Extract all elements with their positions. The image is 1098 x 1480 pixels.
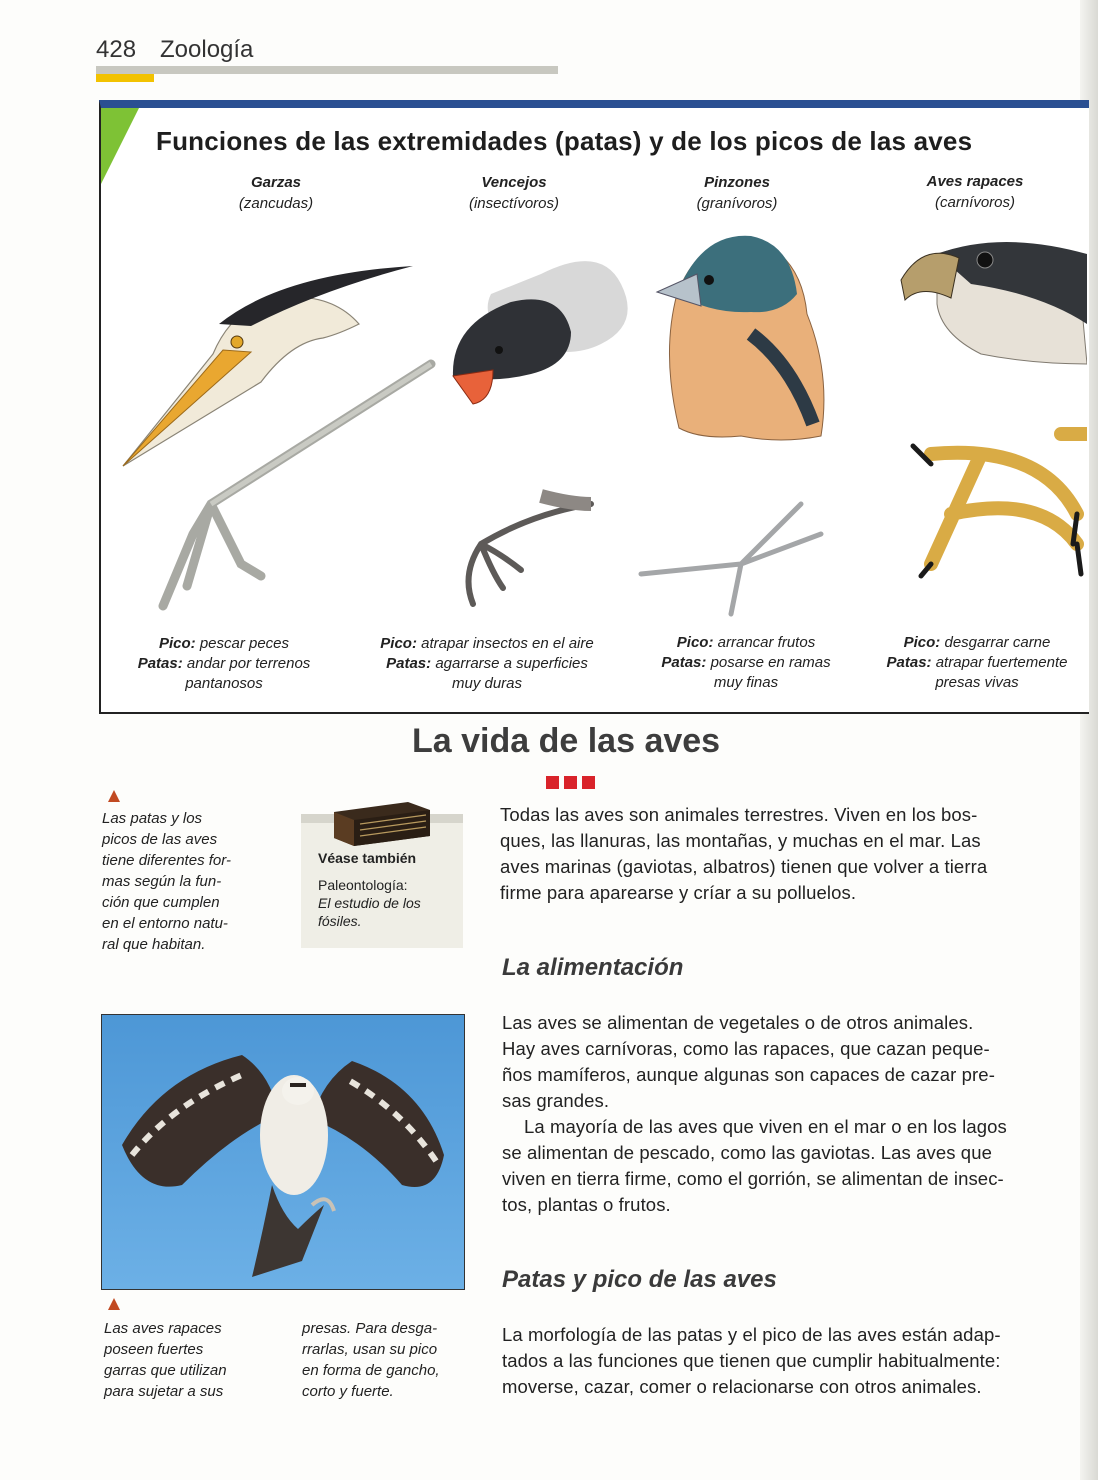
caption-marker-icon <box>108 790 120 802</box>
book-icon <box>330 798 434 848</box>
caption-top: Las patas y los picos de las aves tiene diferentes for- mas según la fun- ción que cumplen en el entorno natu- ral que habitan. <box>102 810 231 953</box>
bird-illustrations <box>101 214 1087 626</box>
column-name-rapaces: Aves rapaces <box>926 173 1024 190</box>
osprey-photo <box>101 1014 465 1290</box>
section-title: La vida de las aves <box>412 722 721 760</box>
column-subtitle-vencejos: (insectívoros) <box>468 195 560 212</box>
see-also-link-title-end[interactable]: fósiles. <box>318 913 362 929</box>
finch-description: Pico: arrancar frutos Patas: posarse en ramas muy finas <box>661 634 831 691</box>
raptor-description: Pico: desgarrar carne Patas: atrapar fuertemente presas vivas <box>886 634 1068 691</box>
swift-description: Pico: atrapar insectos en el aire Patas: agarrarse a superficies muy duras <box>380 635 594 692</box>
subheading-patas-pico: Patas y pico de las aves <box>502 1266 777 1293</box>
raptor-illustration <box>901 242 1087 576</box>
section-name: Zoología <box>160 36 254 63</box>
see-also-link-title[interactable]: El estudio de los <box>318 895 421 911</box>
heron-illustration <box>123 266 431 606</box>
header-rule <box>96 66 558 74</box>
see-also-heading: Véase también <box>318 850 417 866</box>
column-name-garzas: Garzas <box>250 174 302 191</box>
see-also-link-topic[interactable]: Paleontología: <box>318 877 408 893</box>
title-ornament-square <box>564 776 577 789</box>
column-subtitle-garzas: (zancudas) <box>238 195 314 212</box>
page-number: 428 <box>96 36 137 63</box>
alimentacion-paragraph: Las aves se alimentan de vegetales o de otros animales. Hay aves carnívoras, como las rapaces, que cazan peque- ños mamíferos, aunque algunas son capaces de cazar pre- sas grandes. La mayoría de las aves que viven en el mar o en los lagos se alimentan de pescado, como las gaviotas. Las aves que viven en tierra firme, como el gorrión, se alimentan de insec- tos, plantas o frutos. <box>502 1012 1007 1215</box>
panel-corner-accent <box>101 108 139 184</box>
osprey-illustration <box>102 1015 464 1289</box>
column-name-vencejos: Vencejos <box>481 174 547 191</box>
swift-illustration <box>453 261 628 604</box>
header-accent <box>96 74 154 82</box>
caption-bottom-right: presas. Para desga- rrarlas, usan su pico en forma de gancho, corto y fuerte. <box>302 1320 440 1400</box>
panel-title: Funciones de las extremidades (patas) y de los picos de las aves <box>156 126 973 156</box>
heron-description: Pico: pescar peces Patas: andar por terrenos pantanosos <box>137 635 311 692</box>
column-name-pinzones: Pinzones <box>704 174 770 191</box>
subheading-alimentacion: La alimentación <box>502 954 684 981</box>
title-ornament-square <box>546 776 559 789</box>
title-ornament-square <box>582 776 595 789</box>
patas-pico-paragraph: La morfología de las patas y el pico de las aves están adap- tados a las funciones que tienen que cumplir habitualmente: moverse, cazar, comer o relacionarse con otros animales. <box>502 1324 1001 1397</box>
intro-paragraph: Todas las aves son animales terrestres. Viven en los bos- ques, las llanuras, las montañas, y muchas en el mar. Las aves marinas (gaviotas, albatros) tienen que volver a tierra firme para aparearse y críar a su polluelos. <box>500 804 988 903</box>
column-subtitle-pinzones: (granívoros) <box>696 195 778 212</box>
column-subtitle-rapaces: (carnívoros) <box>934 194 1016 211</box>
finch-illustration <box>641 236 824 614</box>
caption-marker-icon <box>108 1298 120 1310</box>
caption-bottom-left: Las aves rapaces poseen fuertes garras que utilizan para sujetar a sus <box>104 1320 227 1400</box>
